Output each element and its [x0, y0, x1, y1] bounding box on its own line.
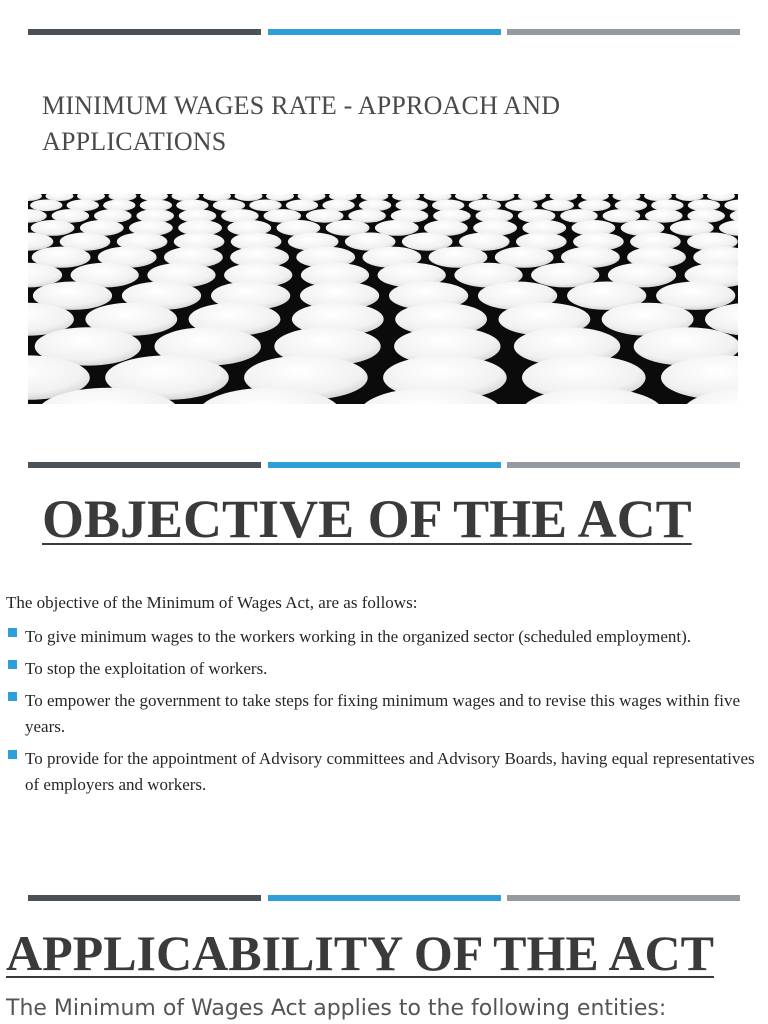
divider-segment-gray [507, 462, 740, 468]
disc [542, 200, 574, 212]
top-divider-slide-1 [28, 29, 740, 35]
divider-segment-dark [28, 895, 261, 901]
top-divider-slide-3 [28, 895, 740, 901]
list-item [6, 688, 756, 740]
divider-segment-accent [268, 29, 501, 35]
divider-segment-accent [268, 462, 501, 468]
disc [286, 200, 318, 212]
divider-segment-accent [268, 895, 501, 901]
bullet-text: To stop the exploitation of workers. [25, 659, 268, 678]
objective-bullet-list [6, 624, 756, 804]
bullet-text: To provide for the appointment of Advisory committees and Advisory Boards, having equal representatives of employers and workers. [25, 749, 755, 794]
divider-segment-gray [507, 895, 740, 901]
list-item [6, 746, 756, 798]
list-item [6, 656, 756, 682]
divider-segment-dark [28, 462, 261, 468]
disc [30, 200, 62, 212]
bullet-text: To give minimum wages to the workers working in the organized sector (scheduled employment). [25, 627, 692, 646]
square-bullet-icon [8, 628, 17, 637]
square-bullet-icon [8, 660, 17, 669]
slide-2-heading: OBJECTIVE OF THE ACT [42, 489, 692, 549]
slide-3-heading: APPLICABILITY OF THE ACT [6, 925, 715, 981]
divider-segment-dark [28, 29, 261, 35]
slide-3-intro: The Minimum of Wages Act applies to the following entities: [6, 996, 667, 1021]
square-bullet-icon [8, 692, 17, 701]
list-item [6, 624, 756, 650]
disc [306, 209, 344, 223]
bullet-text: To empower the government to take steps for fixing minimum wages and to revise this wages within five years. [25, 691, 741, 736]
square-bullet-icon [8, 750, 17, 759]
divider-segment-gray [507, 29, 740, 35]
disc [249, 200, 281, 212]
slide-1-title: MINIMUM WAGES RATE - APPROACH AND APPLICATIONS [42, 91, 561, 156]
slide-2-intro: The objective of the Minimum of Wages Act, are as follows: [6, 593, 418, 612]
disc-pattern-image [28, 194, 738, 404]
top-divider-slide-2 [28, 462, 740, 468]
disc [375, 220, 419, 236]
